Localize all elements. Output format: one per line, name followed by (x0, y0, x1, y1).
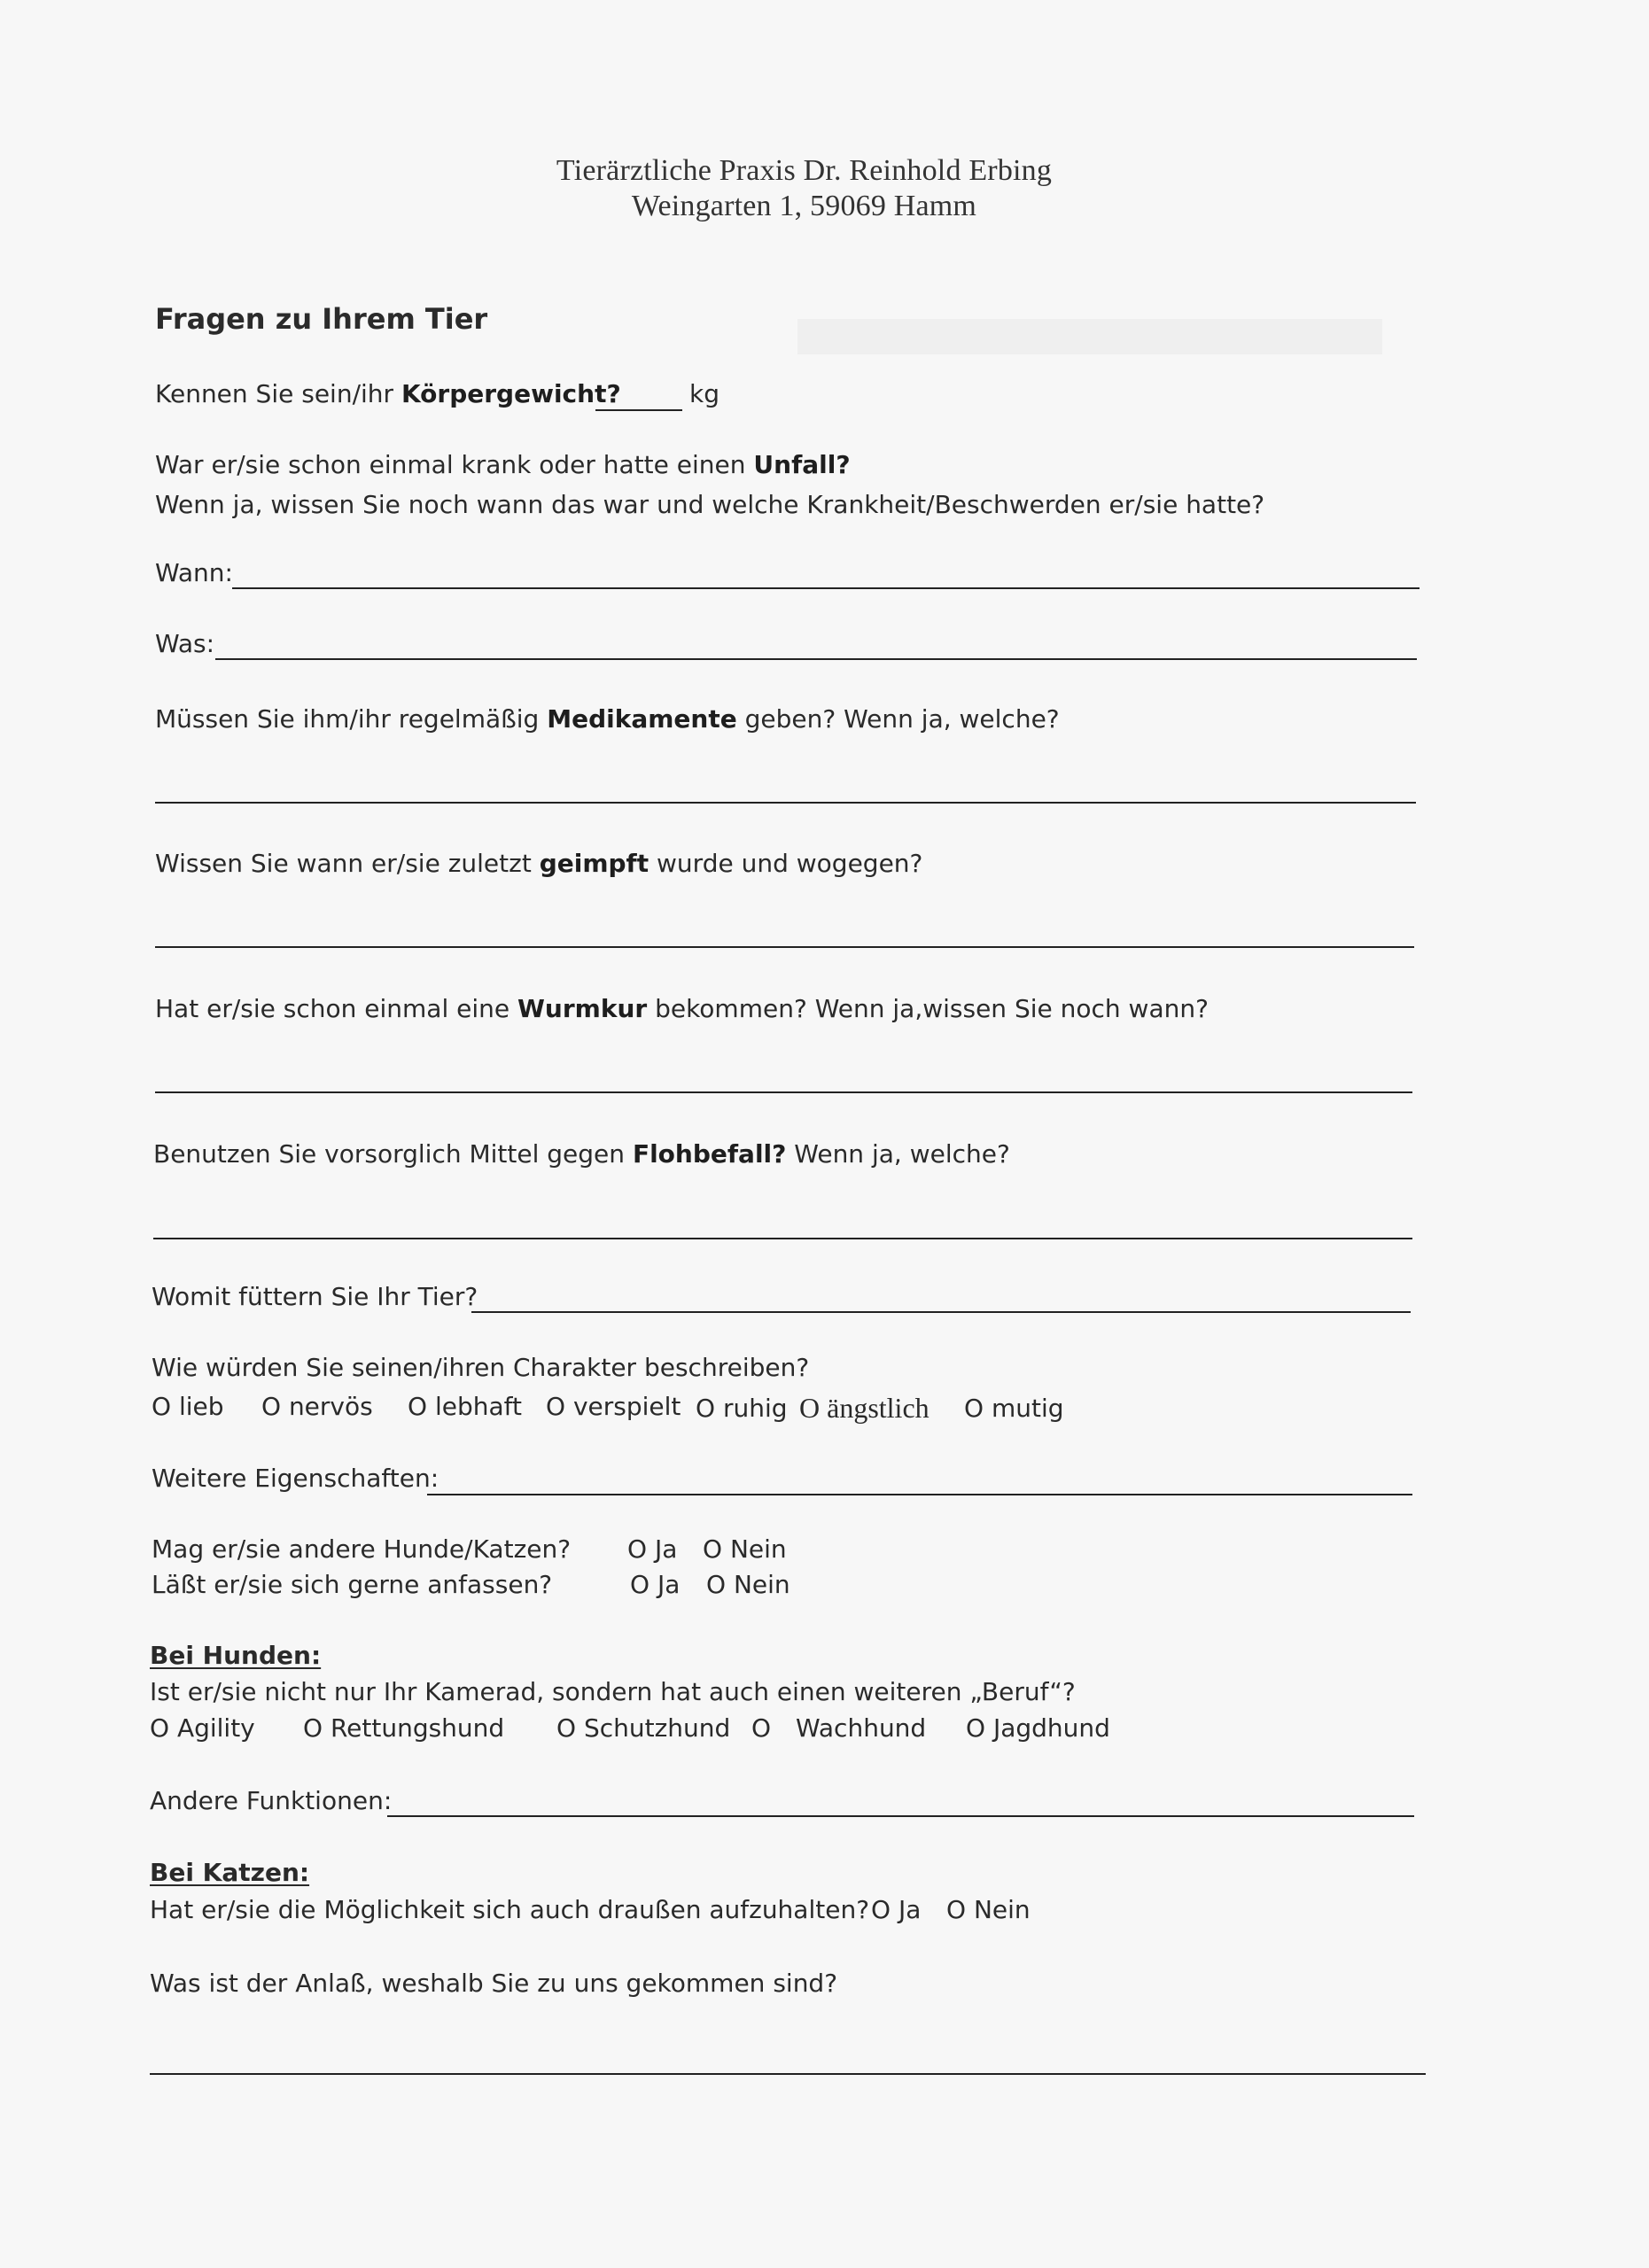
question-flea: Benutzen Sie vorsorglich Mittel gegen Flohbefall? Wenn ja, welche? (153, 1139, 1010, 1169)
flea-field[interactable] (153, 1238, 1412, 1239)
weight-field[interactable] (595, 409, 682, 411)
job-option-rettungshund[interactable]: O Rettungshund (303, 1713, 505, 1743)
page-title: Fragen zu Ihrem Tier (155, 302, 488, 336)
question-other-animals: Mag er/sie andere Hunde/Katzen? (152, 1534, 572, 1564)
more-traits-field[interactable] (427, 1494, 1412, 1495)
job-option-wachhund-marker[interactable]: O (751, 1713, 772, 1743)
question-worming: Hat er/sie schon einmal eine Wurmkur bekommen? Wenn ja,wissen Sie noch wann? (155, 994, 1209, 1023)
question-character: Wie würden Sie seinen/ihren Charakter beschreiben? (152, 1353, 810, 1382)
char-option-lieb[interactable]: O lieb (152, 1392, 224, 1421)
touch-no[interactable]: O Nein (706, 1570, 790, 1599)
char-option-verspielt[interactable]: O verspielt (546, 1392, 681, 1421)
what-label: Was: (155, 629, 215, 658)
char-option-mutig[interactable]: O mutig (964, 1394, 1064, 1423)
weight-unit: kg (689, 379, 719, 408)
char-option-lebhaft[interactable]: O lebhaft (408, 1392, 522, 1421)
char-option-ruhig[interactable]: O ruhig (696, 1394, 788, 1423)
what-field[interactable] (215, 658, 1417, 660)
question-food: Womit füttern Sie Ihr Tier? (152, 1282, 478, 1311)
touch-yes[interactable]: O Ja (630, 1570, 681, 1599)
practice-name: Tierärztliche Praxis Dr. Reinhold Erbing (556, 154, 1053, 187)
question-weight: Kennen Sie sein/ihr Körpergewicht? (155, 379, 621, 408)
bleed-through-shadow (797, 319, 1382, 354)
char-option-aengstlich[interactable]: O ängstlich (799, 1392, 930, 1424)
char-option-nervoes[interactable]: O nervös (261, 1392, 373, 1421)
reason-field[interactable] (150, 2073, 1426, 2075)
question-dog-job: Ist er/sie nicht nur Ihr Kamerad, sondern hat auch einen weiteren „Beruf“? (150, 1677, 1076, 1706)
question-reason: Was ist der Anlaß, weshalb Sie zu uns gekommen sind? (150, 1969, 838, 1998)
question-illness: War er/sie schon einmal krank oder hatte einen Unfall? (155, 450, 851, 479)
more-traits-label: Weitere Eigenschaften: (152, 1464, 439, 1493)
medication-field[interactable] (155, 802, 1416, 804)
outside-yes[interactable]: O Ja (871, 1895, 922, 1924)
when-label: Wann: (155, 558, 233, 587)
job-option-agility[interactable]: O Agility (150, 1713, 255, 1743)
question-illness-detail: Wenn ja, wissen Sie noch wann das war und welche Krankheit/Beschwerden er/sie hatte? (155, 490, 1265, 519)
question-medication: Müssen Sie ihm/ihr regelmäßig Medikamente geben? Wenn ja, welche? (155, 704, 1060, 734)
question-touch: Läßt er/sie sich gerne anfassen? (152, 1570, 553, 1599)
other-animals-yes[interactable]: O Ja (627, 1534, 678, 1564)
other-functions-label: Andere Funktionen: (150, 1786, 393, 1815)
when-field[interactable] (232, 587, 1420, 589)
outside-no[interactable]: O Nein (946, 1895, 1031, 1924)
other-functions-field[interactable] (387, 1815, 1414, 1817)
question-vaccination: Wissen Sie wann er/sie zuletzt geimpft wurde und wogegen? (155, 849, 923, 878)
job-option-schutzhund[interactable]: O Schutzhund (556, 1713, 731, 1743)
cats-heading: Bei Katzen: (150, 1858, 310, 1887)
job-option-jagdhund[interactable]: O Jagdhund (966, 1713, 1110, 1743)
vaccination-field[interactable] (155, 946, 1414, 948)
other-animals-no[interactable]: O Nein (703, 1534, 787, 1564)
dogs-heading: Bei Hunden: (150, 1641, 322, 1670)
job-option-wachhund: Wachhund (796, 1713, 927, 1743)
question-outside: Hat er/sie die Möglichkeit sich auch draußen aufzuhalten? (150, 1895, 870, 1924)
food-field[interactable] (471, 1311, 1411, 1313)
worming-field[interactable] (155, 1091, 1412, 1093)
practice-address: Weingarten 1, 59069 Hamm (631, 190, 977, 222)
